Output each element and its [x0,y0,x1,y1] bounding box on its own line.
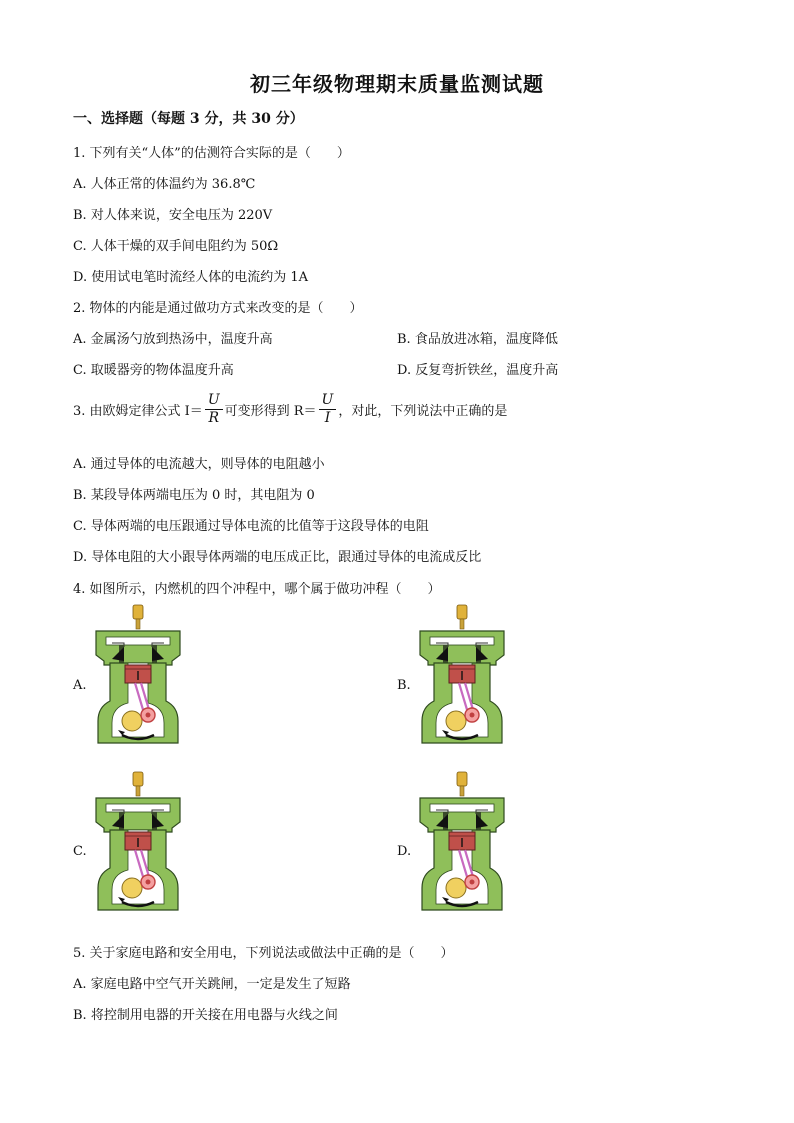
question-3-stem-part-c: ，对此，下列说法中正确的是 [338,404,508,419]
fraction-denominator: R [208,410,219,426]
question-3-option-d: D. 导体电阻的大小跟导体两端的电压成正比，跟通过导体的电流成反比 [73,550,482,565]
fraction-numerator: U [205,392,223,410]
engine-diagram-c [92,770,184,920]
engine-diagram-d [416,770,508,920]
question-1-stem: 1. 下列有关“人体”的估测符合实际的是（ ） [73,146,350,161]
question-2-option-c: C. 取暖器旁的物体温度升高 [73,363,234,378]
question-3-option-a: A. 通过导体的电流越大，则导体的电阻越小 [73,457,325,472]
question-3-stem [73,392,507,427]
page-title: 初三年级物理期末质量监测试题 [250,72,544,96]
question-5-option-b: B. 将控制用电器的开关接在用电器与火线之间 [73,1008,338,1023]
question-2-stem: 2. 物体的内能是通过做功方式来改变的是（ ） [73,301,363,316]
fraction-numerator: U [319,392,337,410]
question-1-option-d: D. 使用试电笔时流经人体的电流约为 1A [73,270,309,285]
engine-label-c: C. [73,844,87,859]
question-3-option-c: C. 导体两端的电压跟通过导体电流的比值等于这段导体的电阻 [73,519,429,534]
question-4-stem: 4. 如图所示，内燃机的四个冲程中，哪个属于做功冲程（ ） [73,582,441,597]
engine-diagram-b [416,603,508,753]
engine-label-d: D. [397,844,412,859]
engine-label-a: A. [73,678,87,693]
fraction-denominator: I [324,410,331,426]
question-2-option-b: B. 食品放进冰箱，温度降低 [397,332,558,347]
question-2-option-d: D. 反复弯折铁丝，温度升高 [397,363,559,378]
question-2-option-a: A. 金属汤勺放到热汤中，温度升高 [73,332,273,347]
question-1-option-c: C. 人体干燥的双手间电阻约为 50Ω [73,239,279,254]
question-5-stem: 5. 关于家庭电路和安全用电，下列说法或做法中正确的是（ ） [73,946,454,961]
section-heading: 一、选择题（每题 3 分，共 30 分） [73,111,304,127]
question-3-stem-part-b: 可变形得到 R＝ [224,404,317,419]
engine-diagram-a [92,603,184,753]
fraction-u-over-r [205,392,223,427]
question-1-option-b: B. 对人体来说，安全电压为 220V [73,208,273,223]
fraction-u-over-i [319,392,337,427]
question-5-option-a: A. 家庭电路中空气开关跳闸，一定是发生了短路 [73,977,351,992]
question-3-stem-part-a: 3. 由欧姆定律公式 I＝ [73,404,203,419]
question-1-option-a: A. 人体正常的体温约为 36.8℃ [73,177,256,192]
question-3-option-b: B. 某段导体两端电压为 0 时，其电阻为 0 [73,488,315,503]
engine-label-b: B. [397,678,411,693]
